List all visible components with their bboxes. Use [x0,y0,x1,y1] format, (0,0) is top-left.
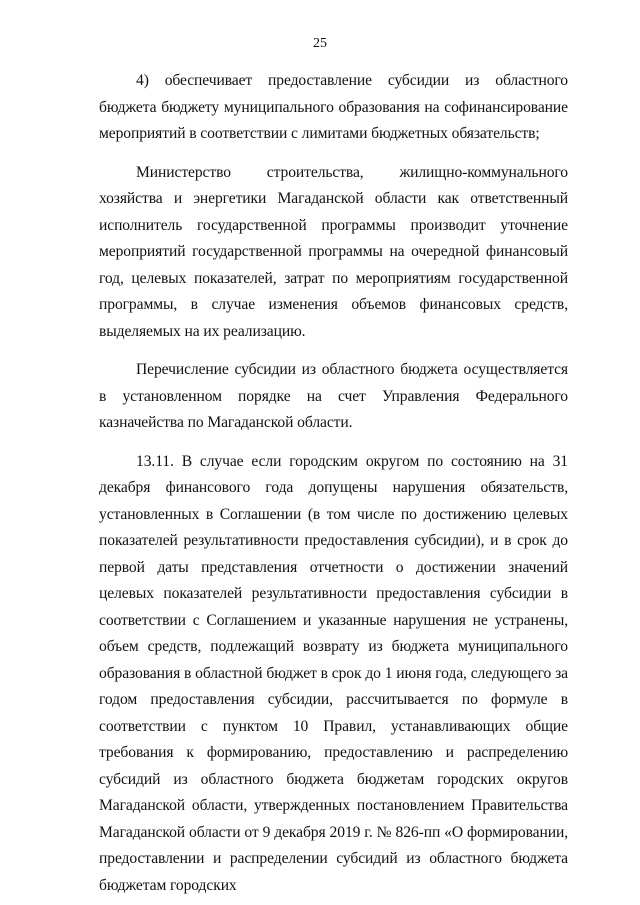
paragraph-transfer: Перечисление субсидии из областного бюджета осуществляется в установленном порядке на счет Управления Федерального казначейства по Магаданской области. [99,361,568,431]
page-number: 25 [313,36,327,51]
document-body [99,68,568,899]
paragraph-13-11: 13.11. В случае если городским округом по состоянию на 31 декабря финансового года допущены нарушения обязательств, установленных в Соглашении (в том числе по достижению целевых показателей результативности предоставления субсидии), и в срок до первой даты представления отчетности о достижении значений целевых показателей результативности предоставления субсидии в соответствии с Соглашением и указанные нарушения не устранены, объем средств, подлежащий возврату из бюджета муниципального образования в областной бюджет в срок до 1 июня года, следующего за годом предоставления субсидии, рассчитывается по формуле в соответствии с пунктом 10 Правил, устанавливающих общие требования к формированию, предоставлению и распределению субсидий из областного бюджета бюджетам городских округов Магаданской области, утвержденных постановлением Правительства Магаданской области от 9 декабря 2019 г. № 826-пп «О формировании, предоставлении и распределении субсидий из областного бюджета бюджетам городских [99,452,568,894]
paragraph-ministry: Министерство строительства, жилищно-коммунального хозяйства и энергетики Магаданской области как ответственный исполнитель государственной программы производит уточнение мероприятий государственной программы на очередной финансовый год, целевых показателей, затрат по мероприятиям государственной программы, в случае изменения объемов финансовых средств, выделяемых на их реализацию. [99,163,568,340]
paragraph-item-4: 4) обеспечивает предоставление субсидии из областного бюджета бюджету муниципального образования на софинансирование мероприятий в соответствии с лимитами бюджетных обязательств; [99,72,568,142]
